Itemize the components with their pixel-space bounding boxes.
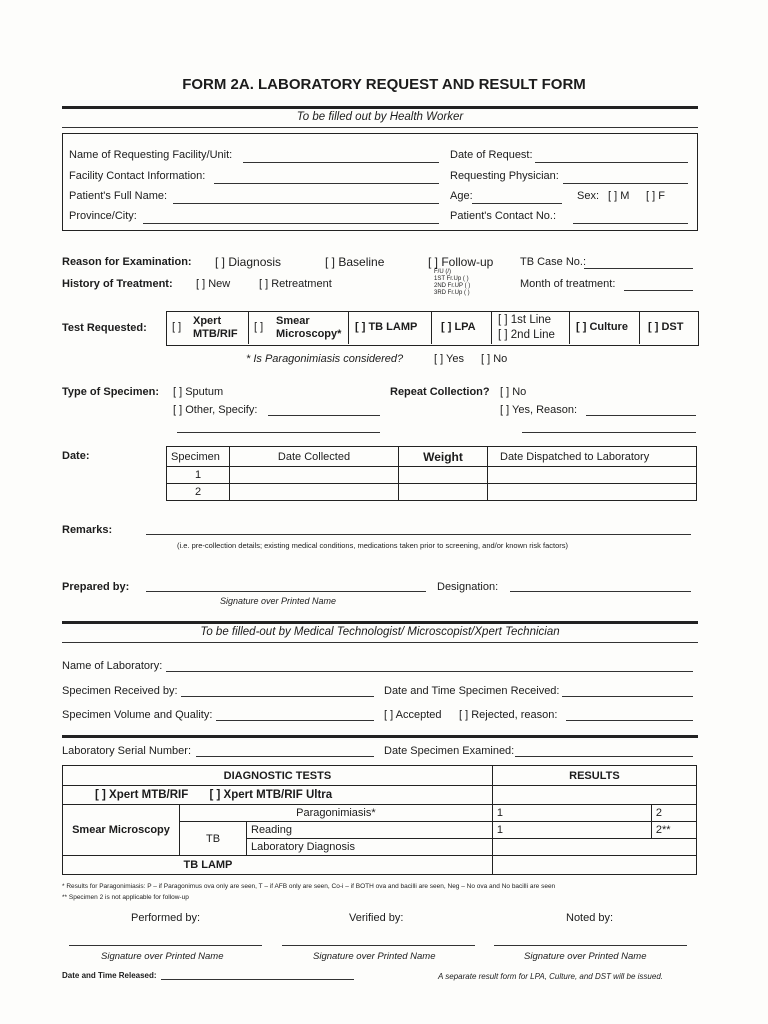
- smear-label: Smear: [276, 315, 310, 327]
- repeat-reason-field-2[interactable]: [522, 432, 696, 433]
- month-treatment-field[interactable]: [624, 290, 693, 291]
- divider: [62, 642, 698, 643]
- facility-contact-label: Facility Contact Information:: [69, 170, 206, 182]
- empty-cell: [63, 856, 180, 875]
- diagnostic-tests-header: DIAGNOSTIC TESTS: [63, 766, 493, 786]
- column-header: Weight: [399, 447, 488, 467]
- signature-caption: Signature over Printed Name: [220, 596, 337, 606]
- repeat-collection-label: Repeat Collection?: [390, 386, 490, 398]
- result-cell[interactable]: 1: [492, 805, 651, 822]
- reason-followup-checkbox[interactable]: [ ] Follow-up: [428, 255, 494, 269]
- prepared-by-field[interactable]: [146, 591, 426, 592]
- facility-contact-field[interactable]: [214, 183, 439, 184]
- remarks-field[interactable]: [146, 534, 691, 535]
- verified-by-signature-field[interactable]: [282, 945, 475, 946]
- column-header: Specimen: [167, 447, 230, 467]
- date-request-field[interactable]: [535, 162, 688, 163]
- divider: [431, 311, 432, 344]
- xpert-row: [63, 786, 493, 805]
- noted-by-label: Noted by:: [566, 912, 614, 924]
- rejected-checkbox[interactable]: [ ] Rejected, reason:: [459, 709, 558, 721]
- patient-name-field[interactable]: [173, 203, 439, 204]
- remarks-note: (i.e. pre-collection details; existing medical conditions, medications taken prior to screening, and/or known risk factors): [177, 541, 569, 550]
- prepared-by-label: Prepared by:: [62, 581, 130, 593]
- results-header: RESULTS: [492, 766, 696, 786]
- serial-number-label: Laboratory Serial Number:: [62, 745, 192, 757]
- age-label: Age:: [450, 190, 473, 202]
- table-row: [167, 484, 697, 501]
- divider: [62, 621, 698, 624]
- xpert-checkbox[interactable]: [ ]: [172, 321, 182, 333]
- lpa-lines: [498, 313, 555, 343]
- lab-diagnosis-label: Laboratory Diagnosis: [247, 839, 493, 856]
- paragonimiasis-yes-checkbox[interactable]: [ ] Yes: [434, 353, 464, 365]
- other-specimen-field[interactable]: [268, 415, 380, 416]
- tb-lamp-label: TB LAMP: [180, 856, 493, 875]
- dst-checkbox[interactable]: [ ] DST: [648, 321, 684, 333]
- paragonimiasis-label: Paragonimiasis*: [180, 805, 493, 822]
- signature-caption: Signature over Printed Name: [101, 951, 224, 962]
- weight-cell[interactable]: [399, 467, 488, 484]
- sex-female-checkbox[interactable]: [ ] F: [646, 190, 665, 202]
- other-specimen-checkbox[interactable]: [ ] Other, Specify:: [173, 404, 258, 416]
- lpa-checkbox[interactable]: [ ] LPA: [441, 321, 476, 333]
- culture-checkbox[interactable]: [ ] Culture: [576, 321, 628, 333]
- history-label: History of Treatment:: [62, 278, 173, 290]
- reason-label: Reason for Examination:: [62, 256, 192, 268]
- followup-item[interactable]: 2ND Fr.UP ( ): [434, 283, 471, 289]
- sex-label: Sex:: [577, 190, 600, 202]
- signature-caption: Signature over Printed Name: [524, 951, 647, 962]
- received-by-field[interactable]: [181, 696, 374, 697]
- examined-date-label: Date Specimen Examined:: [384, 745, 515, 757]
- form-title: FORM 2A. LABORATORY REQUEST AND RESULT FORM: [182, 76, 586, 93]
- specimen-type-label: Type of Specimen:: [62, 386, 159, 398]
- xpert-mtb-checkbox[interactable]: [ ] Xpert MTB/RIF: [95, 789, 189, 801]
- tb-case-field[interactable]: [584, 268, 693, 269]
- facility-box: [62, 133, 698, 231]
- repeat-yes-checkbox[interactable]: [ ] Yes, Reason:: [500, 404, 578, 416]
- xpert-label-2: MTB/RIF: [193, 328, 238, 340]
- paragonimiasis-no-checkbox[interactable]: [ ] No: [481, 353, 508, 365]
- xpert-test: [193, 315, 238, 341]
- section-health-worker: To be filled out by Health Worker: [296, 111, 464, 123]
- province-field[interactable]: [143, 223, 439, 224]
- lab-diagnosis-result-cell[interactable]: [492, 839, 696, 856]
- divider: [62, 106, 698, 109]
- column-header: Date Collected: [230, 447, 399, 467]
- age-field[interactable]: [472, 203, 562, 204]
- xpert-label: Xpert: [193, 315, 222, 327]
- noted-by-signature-field[interactable]: [494, 945, 687, 946]
- smear-test: [276, 315, 341, 341]
- result-cell[interactable]: 1: [492, 822, 651, 839]
- date-dispatched-cell[interactable]: [488, 467, 697, 484]
- divider: [248, 311, 249, 344]
- xpert-result-cell[interactable]: [492, 786, 696, 805]
- first-line-checkbox[interactable]: [ ] 1st Line: [498, 314, 552, 326]
- test-requested-label: Test Requested:: [62, 322, 147, 334]
- table-row: [63, 786, 697, 805]
- divider: [639, 311, 640, 344]
- table-row: [63, 805, 697, 822]
- history-retreatment-checkbox[interactable]: [ ] Retreatment: [259, 278, 332, 290]
- date-collected-cell[interactable]: [230, 467, 399, 484]
- footnote-paragonimiasis: * Results for Paragonimiasis: P – if Paragonimus ova only are seen, T – if AFB only are seen, Co-i – if BOTH ova and bacilli are seen, Neg – No ova and No bacilli are seen: [62, 883, 556, 890]
- date-released-label: Date and Time Released:: [62, 971, 157, 980]
- repeat-no-checkbox[interactable]: [ ] No: [500, 386, 527, 398]
- reading-label: Reading: [247, 822, 493, 839]
- serial-number-field[interactable]: [196, 756, 374, 757]
- lab-name-field[interactable]: [166, 671, 693, 672]
- date-collected-cell[interactable]: [230, 484, 399, 501]
- result-cell[interactable]: 2: [651, 805, 696, 822]
- performed-by-signature-field[interactable]: [69, 945, 262, 946]
- signature-caption: Signature over Printed Name: [313, 951, 436, 962]
- accepted-checkbox[interactable]: [ ] Accepted: [384, 709, 442, 721]
- specimen-number: 2: [167, 484, 230, 501]
- date-label: Date:: [62, 450, 90, 462]
- table-row: [167, 467, 697, 484]
- received-by-label: Specimen Received by:: [62, 685, 178, 697]
- patient-contact-field[interactable]: [573, 223, 688, 224]
- followup-item[interactable]: 1ST Fr.Up ( ): [434, 276, 469, 282]
- followup-item: F/U (/): [434, 269, 451, 275]
- separate-result-note: A separate result form for LPA, Culture, and DST will be issued.: [438, 972, 663, 981]
- physician-label: Requesting Physician:: [450, 170, 559, 182]
- second-line-checkbox[interactable]: [ ] 2nd Line: [498, 329, 555, 341]
- divider: [569, 311, 570, 344]
- rejected-reason-field[interactable]: [566, 720, 693, 721]
- repeat-reason-field[interactable]: [586, 415, 696, 416]
- volume-quality-field[interactable]: [216, 720, 374, 721]
- divider: [62, 127, 698, 128]
- reason-diagnosis-checkbox[interactable]: [ ] Diagnosis: [215, 255, 282, 269]
- province-label: Province/City:: [69, 210, 137, 222]
- footnote-specimen: ** Specimen 2 is not applicable for follow-up: [62, 894, 189, 901]
- smear-label-2: Microscopy*: [276, 328, 342, 340]
- tb-case-label: TB Case No.:: [520, 256, 587, 268]
- tb-label: TB: [180, 822, 247, 856]
- facility-name-label: Name of Requesting Facility/Unit:: [69, 149, 233, 161]
- date-released-field[interactable]: [161, 979, 354, 980]
- followup-item[interactable]: 3RD Fr.Up ( ): [434, 290, 470, 296]
- performed-by-label: Performed by:: [131, 912, 201, 924]
- result-cell[interactable]: 2**: [651, 822, 696, 839]
- divider: [491, 311, 492, 344]
- tb-lamp-result-cell[interactable]: [492, 856, 696, 875]
- facility-name-field[interactable]: [243, 162, 439, 163]
- results-table: [62, 765, 697, 875]
- section-lab: To be filled-out by Medical Technologist/ Microscopist/Xpert Technician: [200, 626, 560, 638]
- patient-name-label: Patient's Full Name:: [69, 190, 168, 202]
- table-row: [63, 856, 697, 875]
- received-datetime-field[interactable]: [562, 696, 693, 697]
- xpert-ultra-checkbox[interactable]: [ ] Xpert MTB/RIF Ultra: [209, 789, 333, 801]
- date-dispatched-cell[interactable]: [488, 484, 697, 501]
- physician-field[interactable]: [563, 183, 688, 184]
- date-request-label: Date of Request:: [450, 149, 533, 161]
- table-header-row: [63, 766, 697, 786]
- weight-cell[interactable]: [399, 484, 488, 501]
- designation-label: Designation:: [437, 581, 499, 593]
- volume-quality-label: Specimen Volume and Quality:: [62, 709, 213, 721]
- remarks-label: Remarks:: [62, 524, 113, 536]
- designation-field[interactable]: [510, 591, 691, 592]
- other-specimen-field-2[interactable]: [177, 432, 380, 433]
- lab-name-label: Name of Laboratory:: [62, 660, 163, 672]
- month-treatment-label: Month of treatment:: [520, 278, 616, 290]
- verified-by-label: Verified by:: [349, 912, 404, 924]
- received-datetime-label: Date and Time Specimen Received:: [384, 685, 560, 697]
- smear-checkbox[interactable]: [ ]: [254, 321, 264, 333]
- specimen-number: 1: [167, 467, 230, 484]
- paragonimiasis-question: * Is Paragonimiasis considered?: [246, 353, 404, 365]
- divider: [62, 735, 698, 738]
- sex-male-checkbox[interactable]: [ ] M: [608, 190, 630, 202]
- patient-contact-label: Patient's Contact No.:: [450, 210, 557, 222]
- specimen-date-table: [166, 446, 697, 501]
- column-header: Date Dispatched to Laboratory: [488, 447, 697, 467]
- smear-microscopy-label: Smear Microscopy: [63, 805, 180, 856]
- reason-baseline-checkbox[interactable]: [ ] Baseline: [325, 255, 385, 269]
- divider: [348, 311, 349, 344]
- sputum-checkbox[interactable]: [ ] Sputum: [173, 386, 224, 398]
- tb-lamp-checkbox[interactable]: [ ] TB LAMP: [355, 321, 418, 333]
- table-header-row: [167, 447, 697, 467]
- examined-date-field[interactable]: [515, 756, 693, 757]
- followup-list: [434, 269, 470, 297]
- history-new-checkbox[interactable]: [ ] New: [196, 278, 231, 290]
